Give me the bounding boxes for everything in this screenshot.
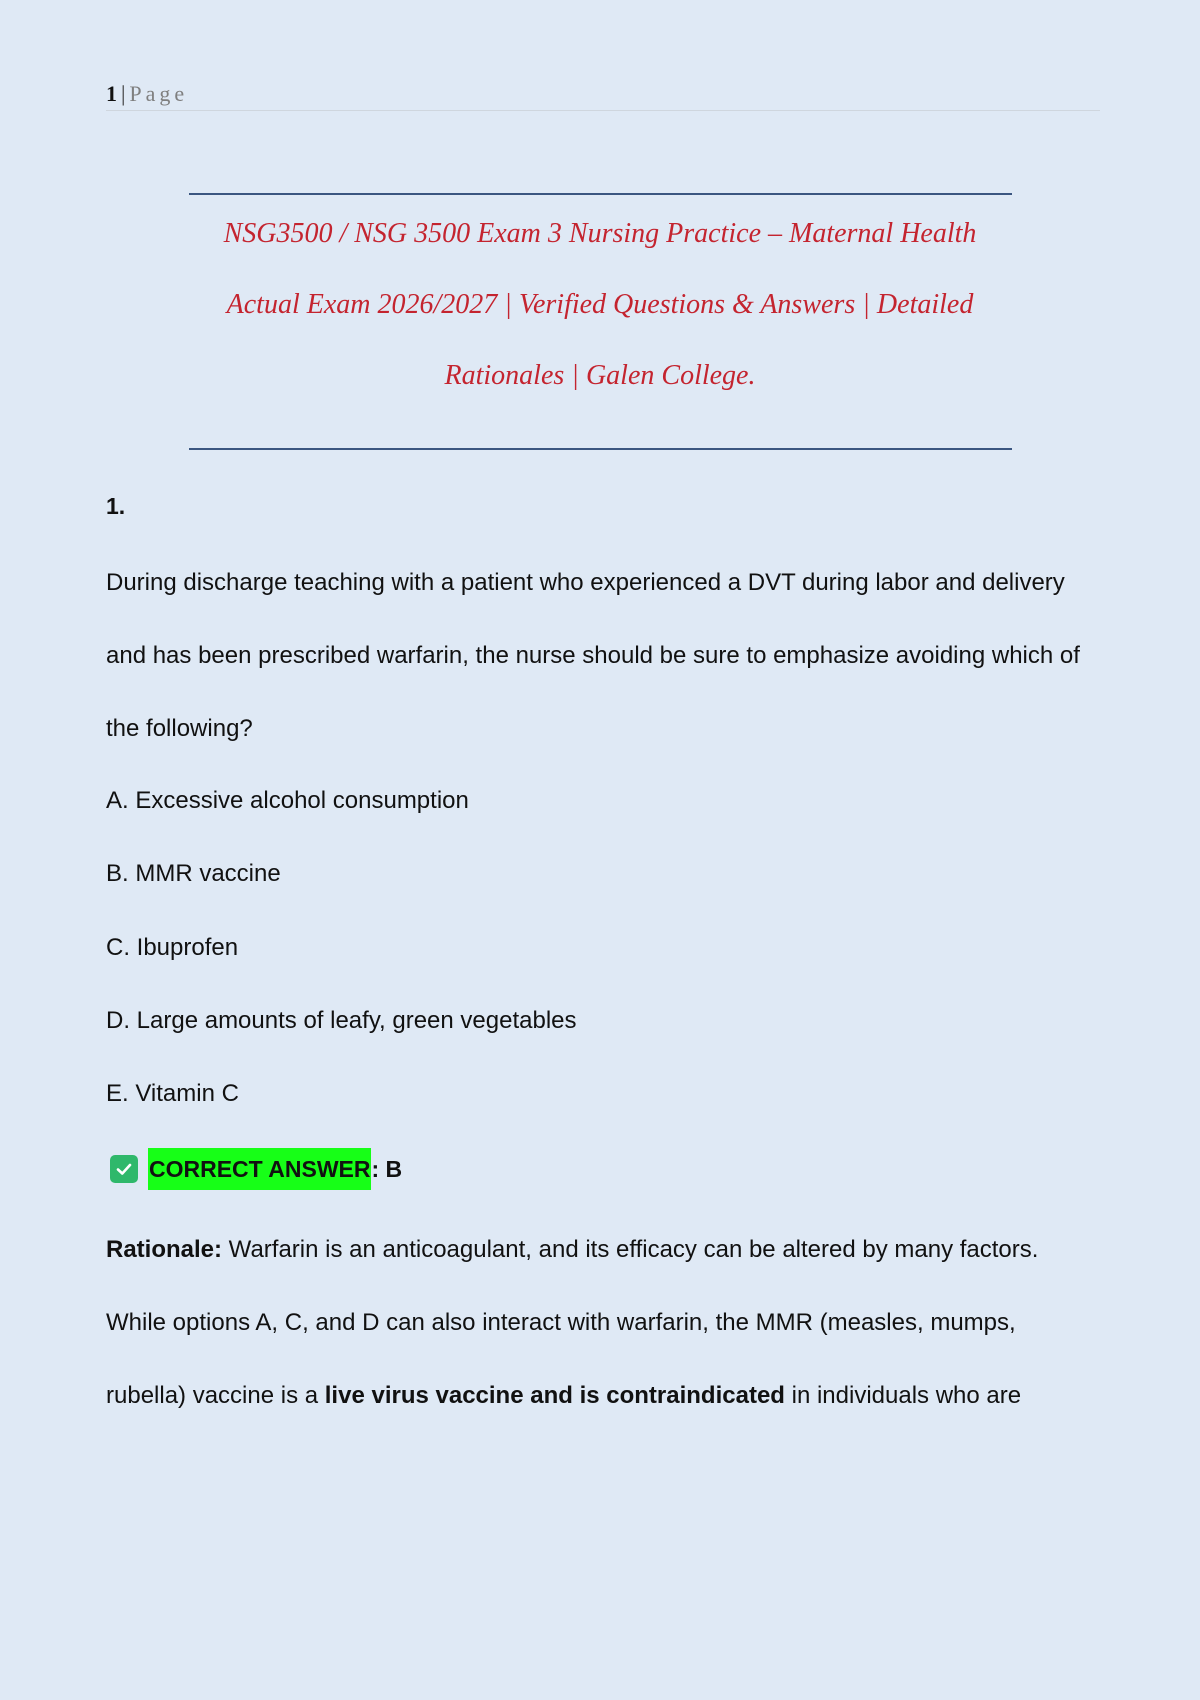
correct-answer-line (110, 1148, 402, 1190)
page-separator: | (121, 81, 126, 106)
option-b: B. MMR vaccine (106, 860, 281, 887)
title-top-rule (189, 193, 1012, 195)
document-title (150, 198, 1050, 411)
page-label: Page (129, 81, 189, 106)
page-number: 1 (106, 81, 117, 106)
rationale-bold-text: live virus vaccine and is contraindicated (324, 1382, 785, 1409)
checkmark-icon (110, 1155, 138, 1183)
rationale-label: Rationale: (106, 1236, 223, 1263)
title-line-3: Rationales | Galen College. (444, 360, 756, 391)
rationale-text-2: in individuals who are (784, 1382, 1022, 1409)
option-d: D. Large amounts of leafy, green vegetables (106, 1007, 577, 1034)
option-a: A. Excessive alcohol consumption (106, 787, 469, 814)
rationale-text-1: Warfarin is an anticoagulant, and its efficacy can be altered by many factors. While options A, C, and D can also interact with warfarin, the MMR (measles, mumps, rubella) vaccine is a (106, 1236, 1039, 1409)
question-text: During discharge teaching with a patient who experienced a DVT during labor and delivery and has been prescribed warfarin, the nurse should be sure to emphasize avoiding which of the following? (106, 569, 1080, 742)
correct-answer-value: : B (371, 1155, 403, 1182)
option-c: C. Ibuprofen (106, 934, 239, 961)
correct-answer-label: CORRECT ANSWER (148, 1148, 371, 1190)
question-number: 1. (106, 493, 126, 519)
title-bottom-rule (189, 448, 1012, 450)
rationale-paragraph (106, 1213, 1096, 1432)
title-line-1: NSG3500 / NSG 3500 Exam 3 Nursing Practice – Maternal Health (223, 218, 977, 249)
title-line-2: Actual Exam 2026/2027 | Verified Questions & Answers | Detailed (226, 289, 974, 320)
page-header (106, 78, 1100, 111)
option-e: E. Vitamin C (106, 1080, 239, 1107)
